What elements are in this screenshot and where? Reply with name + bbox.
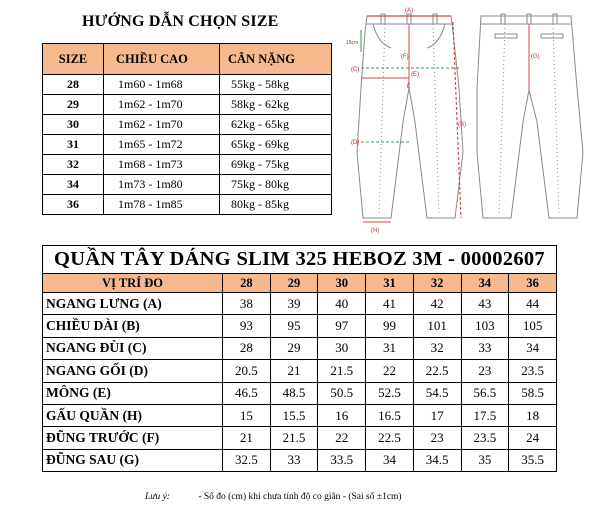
measurement-row: [43, 382, 557, 404]
measurement-value: 33: [270, 449, 318, 471]
measurement-value: 29: [270, 337, 318, 359]
measurement-position: NGANG ĐÙI (C): [43, 337, 223, 359]
measurement-value: 22.5: [366, 427, 414, 449]
measurement-value: 97: [318, 315, 366, 337]
measurement-value: 16: [318, 404, 366, 426]
label-c: (C): [351, 67, 360, 73]
size-guide-header-height: CHIỀU CAO: [104, 44, 220, 75]
size-header: 31: [366, 274, 414, 293]
measurement-value: 30: [318, 337, 366, 359]
height-cell: 1m62 - 1m70: [104, 95, 220, 115]
measurement-value: 21.5: [318, 360, 366, 382]
measurement-value: 33: [461, 337, 509, 359]
height-cell: 1m60 - 1m68: [104, 75, 220, 95]
weight-cell: 62kg - 65kg: [220, 115, 332, 135]
measurement-value: 32: [413, 337, 461, 359]
measurement-value: 22: [318, 427, 366, 449]
measurement-value: 34: [509, 337, 557, 359]
measurement-value: 56.5: [461, 382, 509, 404]
size-guide-row: [43, 95, 332, 115]
measurement-value: 17.5: [461, 404, 509, 426]
weight-cell: 69kg - 75kg: [220, 155, 332, 175]
measurement-position: CHIỀU DÀI (B): [43, 315, 223, 337]
measurement-row: [43, 449, 557, 471]
measurement-value: 16.5: [366, 404, 414, 426]
size-cell: 30: [43, 115, 104, 135]
measurement-value: 99: [366, 315, 414, 337]
measurement-value: 17: [413, 404, 461, 426]
measurement-value: 21.5: [270, 427, 318, 449]
measurement-header-row: [43, 274, 557, 293]
measurement-value: 54.5: [413, 382, 461, 404]
measurement-value: 24: [509, 427, 557, 449]
measurement-position: NGANG LƯNG (A): [43, 293, 223, 315]
measurement-value: 23.5: [509, 360, 557, 382]
size-cell: 32: [43, 155, 104, 175]
measurement-value: 43: [461, 293, 509, 315]
size-guide-row: [43, 195, 332, 215]
measurement-value: 95: [270, 315, 318, 337]
footnote: [145, 492, 402, 502]
size-header: 29: [270, 274, 318, 293]
size-cell: 28: [43, 75, 104, 95]
measurement-value: 35: [461, 449, 509, 471]
weight-cell: 55kg - 58kg: [220, 75, 332, 95]
weight-cell: 65kg - 69kg: [220, 135, 332, 155]
size-guide-row: [43, 115, 332, 135]
back-pants-outline: [477, 14, 583, 218]
measurement-row: [43, 427, 557, 449]
measurement-position: MÔNG (E): [43, 382, 223, 404]
size-guide-table: [42, 43, 332, 215]
footnote-text: - Số đo (cm) khi chưa tính độ co giãn - (Sai số ±1cm): [198, 492, 402, 502]
measurement-value: 41: [366, 293, 414, 315]
measurement-value: 48.5: [270, 382, 318, 404]
measurement-value: 20.5: [223, 360, 271, 382]
measurement-value: 34: [366, 449, 414, 471]
measurement-title-row: [43, 246, 557, 274]
measurement-position: ĐŨNG SAU (G): [43, 449, 223, 471]
size-guide-row: [43, 155, 332, 175]
size-guide-title: HƯỚNG DẪN CHỌN SIZE: [82, 13, 279, 30]
measurement-row: [43, 315, 557, 337]
measurement-value: 23.5: [461, 427, 509, 449]
measurement-value: 101: [413, 315, 461, 337]
measurement-value: 38: [223, 293, 271, 315]
size-header: 28: [223, 274, 271, 293]
pants-measurement-diagram: [345, 2, 597, 238]
measurement-value: 21: [223, 427, 271, 449]
measurement-table: [42, 245, 557, 472]
measurement-value: 15: [223, 404, 271, 426]
size-cell: 31: [43, 135, 104, 155]
size-guide-row: [43, 175, 332, 195]
measurement-value: 44: [509, 293, 557, 315]
weight-cell: 75kg - 80kg: [220, 175, 332, 195]
size-guide-row: [43, 135, 332, 155]
front-pants-outline: [357, 14, 463, 218]
measurement-position: GẤU QUẦN (H): [43, 404, 223, 426]
height-cell: 1m78 - 1m85: [104, 195, 220, 215]
height-cell: 1m73 - 1m80: [104, 175, 220, 195]
measurement-value: 35.5: [509, 449, 557, 471]
label-front-rise: 15cm: [346, 40, 359, 46]
size-header: 34: [461, 274, 509, 293]
size-cell: 34: [43, 175, 104, 195]
measurement-value: 18: [509, 404, 557, 426]
size-cell: 29: [43, 95, 104, 115]
position-header: VỊ TRÍ ĐO: [43, 274, 223, 293]
measurement-value: 42: [413, 293, 461, 315]
measurement-lines: [361, 16, 529, 222]
weight-cell: 80kg - 85kg: [220, 195, 332, 215]
measurement-value: 103: [461, 315, 509, 337]
label-a: (A): [405, 8, 413, 14]
measurement-value: 105: [509, 315, 557, 337]
measurement-row: [43, 337, 557, 359]
height-cell: 1m65 - 1m72: [104, 135, 220, 155]
footnote-label: Lưu ý:: [145, 492, 170, 502]
measurement-value: 50.5: [318, 382, 366, 404]
size-header: 30: [318, 274, 366, 293]
size-header: 32: [413, 274, 461, 293]
measurement-value: 39: [270, 293, 318, 315]
measurement-value: 40: [318, 293, 366, 315]
size-guide-header-row: [43, 44, 332, 75]
measurement-value: 46.5: [223, 382, 271, 404]
measurement-value: 23: [461, 360, 509, 382]
measurement-value: 23: [413, 427, 461, 449]
height-cell: 1m68 - 1m73: [104, 155, 220, 175]
label-b: (B): [458, 122, 466, 128]
label-e: (E): [411, 72, 419, 78]
measurement-position: ĐŨNG TRƯỚC (F): [43, 427, 223, 449]
measurement-value: 15.5: [270, 404, 318, 426]
measurement-row: [43, 360, 557, 382]
measurement-value: 58.5: [509, 382, 557, 404]
measurement-value: 32.5: [223, 449, 271, 471]
size-guide-header-weight: CÂN NẶNG: [220, 44, 332, 75]
measurement-value: 28: [223, 337, 271, 359]
product-title: QUẦN TÂY DÁNG SLIM 325 HEBOZ 3M - 00002607: [43, 246, 557, 274]
height-cell: 1m62 - 1m70: [104, 115, 220, 135]
size-header: 36: [509, 274, 557, 293]
measurement-value: 21: [270, 360, 318, 382]
size-guide-row: [43, 75, 332, 95]
measurement-value: 31: [366, 337, 414, 359]
measurement-value: 93: [223, 315, 271, 337]
measurement-row: [43, 293, 557, 315]
measurement-value: 52.5: [366, 382, 414, 404]
label-g: (G): [531, 54, 540, 60]
label-d: (D): [351, 140, 360, 146]
measurement-value: 22: [366, 360, 414, 382]
size-cell: 36: [43, 195, 104, 215]
label-h: (H): [371, 228, 380, 234]
measurement-value: 33.5: [318, 449, 366, 471]
size-guide-header-size: SIZE: [43, 44, 104, 75]
measurement-value: 22.5: [413, 360, 461, 382]
measurement-value: 34.5: [413, 449, 461, 471]
measurement-position: NGANG GỐI (D): [43, 360, 223, 382]
label-f: (F): [401, 54, 409, 60]
weight-cell: 58kg - 62kg: [220, 95, 332, 115]
measurement-row: [43, 404, 557, 426]
